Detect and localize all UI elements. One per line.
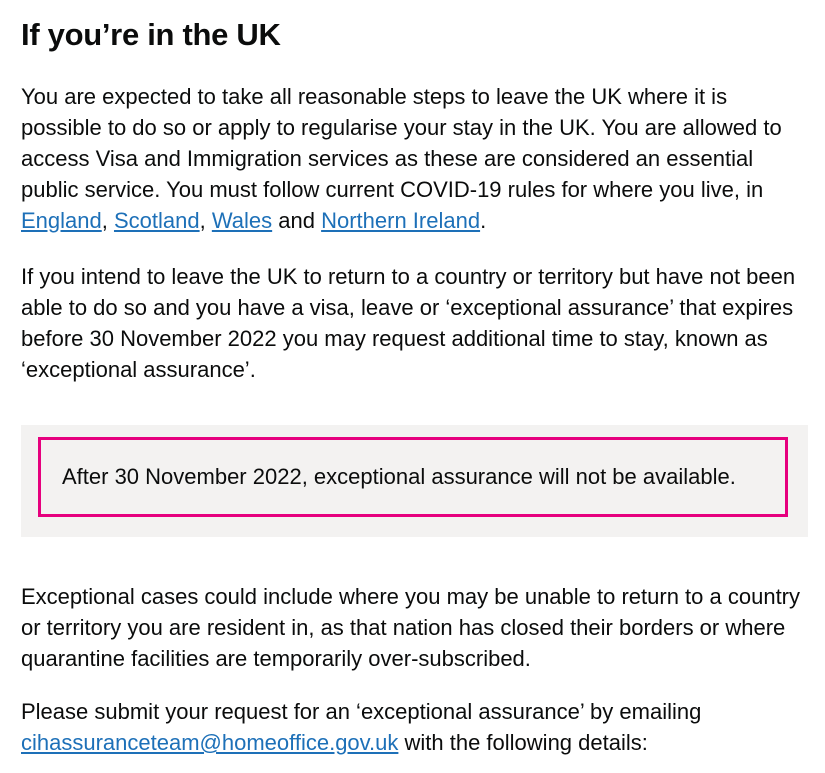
- inset-panel: [21, 425, 808, 537]
- separator: ,: [101, 208, 114, 233]
- paragraph-submit-request: [21, 696, 811, 758]
- paragraph-text: Please submit your request for an ‘exceptional assurance’ by emailing: [21, 699, 702, 724]
- paragraph-text-end: with the following details:: [398, 730, 648, 755]
- notice-text: After 30 November 2022, exceptional assurance will not be available.: [62, 464, 736, 489]
- separator: ,: [199, 208, 212, 233]
- highlighted-notice: [38, 437, 788, 517]
- section-heading: If you’re in the UK: [21, 17, 281, 52]
- paragraph-text: You are expected to take all reasonable steps to leave the UK where it is possible to do so or apply to regularise your stay in the UK. You are allowed to access Visa and Immigration services as these are considered an essential public service. You must follow current COVID-19 rules for where you live, in: [21, 84, 782, 202]
- period: .: [480, 208, 487, 233]
- email-link[interactable]: cihassuranceteam@homeoffice.gov.uk: [21, 730, 399, 755]
- paragraph-reasonable-steps: [21, 81, 811, 236]
- paragraph-intend-to-leave: If you intend to leave the UK to return to a country or territory but have not been able to do so and you have a visa, leave or ‘exceptional assurance’ that expires before 30 November 2022 you may request additional time to stay, known as ‘exceptional assurance’.: [21, 264, 796, 382]
- link-wales[interactable]: Wales: [211, 208, 273, 233]
- link-scotland[interactable]: Scotland: [113, 208, 200, 233]
- conjunction: and: [272, 208, 322, 233]
- paragraph-exceptional-cases: Exceptional cases could include where you may be unable to return to a country or territory you are resident in, as that nation has closed their borders or where quarantine facilities are temporarily over-subscribed.: [21, 584, 801, 671]
- link-england[interactable]: England: [21, 208, 102, 233]
- link-northern-ireland[interactable]: Northern Ireland: [321, 208, 481, 233]
